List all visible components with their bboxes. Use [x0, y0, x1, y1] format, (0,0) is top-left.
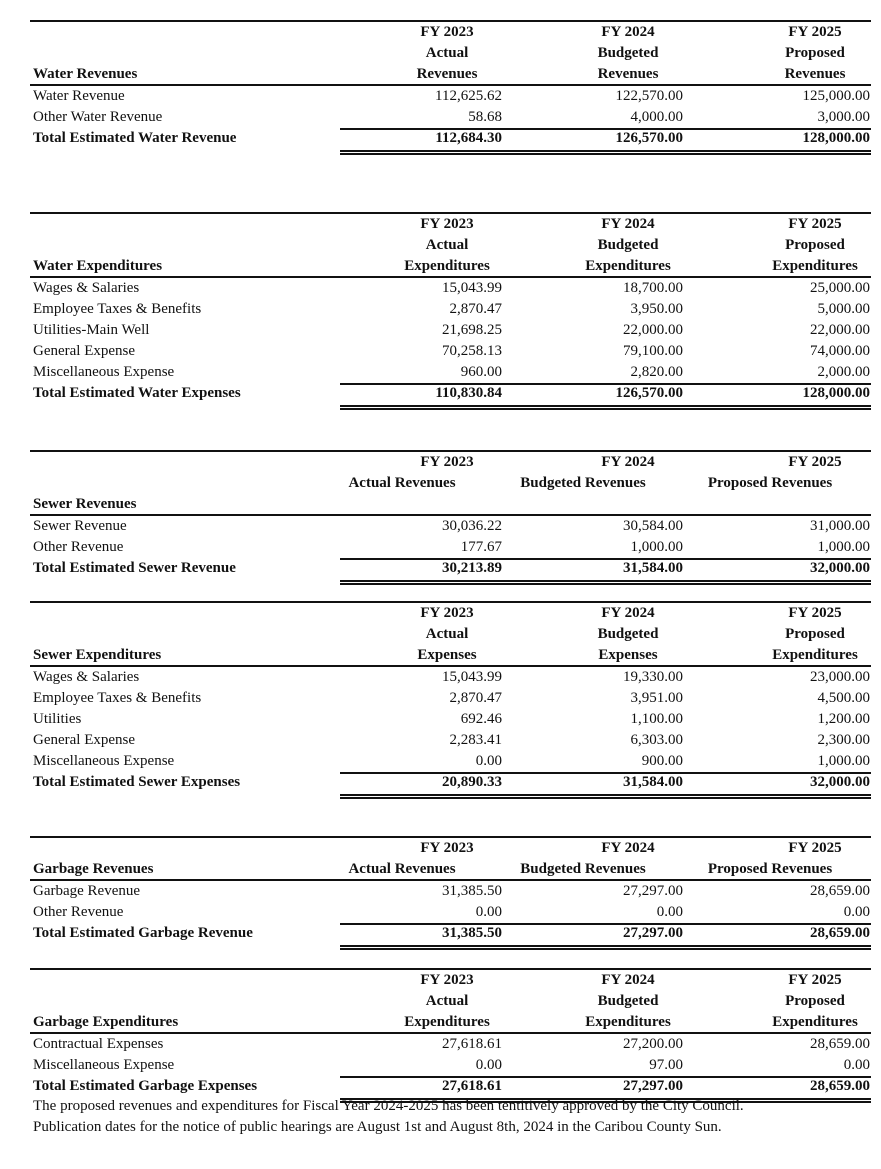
row-label: Garbage Revenue [33, 883, 141, 899]
table-row [30, 1034, 871, 1055]
header-line [30, 256, 871, 277]
table-row [30, 278, 871, 299]
row-value: 112,625.62 [435, 88, 502, 104]
column-header: Budgeted [597, 993, 659, 1009]
row-value: 3,000.00 [817, 109, 870, 125]
column-header: Expenditures [772, 1014, 858, 1030]
column-header: FY 2025 [788, 605, 842, 621]
header-line [30, 1012, 871, 1033]
row-label: Miscellaneous Expense [33, 1057, 175, 1073]
section-title: Water Expenditures [33, 258, 163, 274]
row-value: 21,698.25 [442, 322, 502, 338]
total-rule [340, 383, 871, 385]
column-header: Expenditures [404, 258, 490, 274]
column-header: Budgeted Revenues [520, 475, 646, 491]
table-row [30, 537, 871, 558]
total-row [30, 1076, 871, 1097]
column-header: Revenues [416, 66, 478, 82]
section-title: Water Revenues [33, 66, 138, 82]
total-label: Total Estimated Garbage Expenses [33, 1078, 258, 1094]
column-header: Revenues [597, 66, 659, 82]
row-value: 6,303.00 [630, 732, 683, 748]
row-label: Utilities [33, 711, 82, 727]
column-header: Expenditures [585, 1014, 671, 1030]
row-value: 2,283.41 [449, 732, 502, 748]
row-label: Miscellaneous Expense [33, 753, 175, 769]
row-value: 28,659.00 [810, 883, 870, 899]
total-value: 128,000.00 [802, 130, 870, 146]
row-value: 177.67 [460, 539, 502, 555]
sewer-expenditures-table [30, 601, 871, 799]
total-rule [340, 772, 871, 774]
total-label: Total Estimated Water Revenue [33, 130, 237, 146]
header-line [30, 624, 871, 645]
row-value: 1,200.00 [817, 711, 870, 727]
row-label: General Expense [33, 732, 136, 748]
row-label: Employee Taxes & Benefits [33, 301, 202, 317]
column-header: Actual [425, 45, 469, 61]
row-value: 28,659.00 [810, 1036, 870, 1052]
column-header: Proposed [785, 993, 845, 1009]
row-label: Wages & Salaries [33, 669, 140, 685]
total-rule [340, 558, 871, 560]
row-value: 70,258.13 [442, 343, 502, 359]
header-line [30, 645, 871, 666]
column-header: Budgeted [597, 237, 659, 253]
water-revenues-table [30, 20, 871, 155]
total-value: 31,385.50 [442, 925, 502, 941]
sewer-revenues-table [30, 450, 871, 585]
column-header: FY 2024 [601, 605, 655, 621]
row-value: 0.00 [475, 753, 502, 769]
header-line [30, 214, 871, 235]
column-header: Budgeted [597, 45, 659, 61]
row-value: 30,036.22 [442, 518, 502, 534]
section-title: Garbage Expenditures [33, 1014, 179, 1030]
total-row [30, 923, 871, 944]
water-expenditures-table [30, 212, 871, 410]
row-label: Employee Taxes & Benefits [33, 690, 202, 706]
column-header: FY 2023 [420, 840, 474, 856]
total-value: 28,659.00 [810, 1078, 870, 1094]
header-line [30, 838, 871, 859]
column-header: Actual [425, 237, 469, 253]
row-value: 18,700.00 [623, 280, 683, 296]
total-label: Total Estimated Sewer Expenses [33, 774, 241, 790]
row-value: 0.00 [475, 904, 502, 920]
table-row [30, 902, 871, 923]
header-line [30, 64, 871, 85]
header-line [30, 991, 871, 1012]
double-rule [340, 945, 871, 950]
column-header: Actual [425, 626, 469, 642]
section-title: Sewer Expenditures [33, 647, 162, 663]
header-line [30, 235, 871, 256]
column-header: FY 2024 [601, 454, 655, 470]
column-header: Actual [425, 993, 469, 1009]
column-header: Actual Revenues [348, 475, 456, 491]
total-value: 32,000.00 [810, 560, 870, 576]
row-value: 2,300.00 [817, 732, 870, 748]
table-row [30, 751, 871, 772]
column-header: Expenses [598, 647, 658, 663]
column-header: Revenues [784, 66, 846, 82]
column-header: FY 2025 [788, 24, 842, 40]
column-header: FY 2023 [420, 216, 474, 232]
header-line [30, 22, 871, 43]
row-value: 122,570.00 [615, 88, 683, 104]
total-value: 28,659.00 [810, 925, 870, 941]
total-label: Total Estimated Garbage Revenue [33, 925, 253, 941]
table-row [30, 881, 871, 902]
double-rule [340, 794, 871, 799]
row-value: 27,297.00 [623, 883, 683, 899]
table-row [30, 362, 871, 383]
header-line [30, 452, 871, 473]
header-line [30, 494, 871, 515]
total-value: 112,684.30 [435, 130, 502, 146]
double-rule [340, 150, 871, 155]
column-header: FY 2024 [601, 972, 655, 988]
table-row [30, 86, 871, 107]
row-value: 22,000.00 [810, 322, 870, 338]
column-header: Expenditures [772, 647, 858, 663]
row-value: 125,000.00 [802, 88, 870, 104]
row-value: 27,200.00 [623, 1036, 683, 1052]
row-value: 0.00 [475, 1057, 502, 1073]
column-header: Proposed Revenues [707, 861, 833, 877]
column-header: FY 2025 [788, 454, 842, 470]
header-line [30, 43, 871, 64]
column-header: FY 2025 [788, 840, 842, 856]
total-value: 32,000.00 [810, 774, 870, 790]
total-rule [340, 128, 871, 130]
garbage-revenues-table [30, 836, 871, 950]
total-value: 20,890.33 [442, 774, 502, 790]
row-label: Water Revenue [33, 88, 125, 104]
column-header: Expenses [417, 647, 477, 663]
double-rule [340, 580, 871, 585]
row-value: 1,000.00 [817, 753, 870, 769]
column-header: Proposed Revenues [707, 475, 833, 491]
row-label: Utilities-Main Well [33, 322, 150, 338]
table-row [30, 341, 871, 362]
row-value: 4,000.00 [630, 109, 683, 125]
row-label: Other Revenue [33, 539, 124, 555]
column-header: FY 2025 [788, 972, 842, 988]
row-value: 23,000.00 [810, 669, 870, 685]
row-value: 960.00 [460, 364, 502, 380]
table-row [30, 1055, 871, 1076]
row-value: 58.68 [468, 109, 502, 125]
header-line [30, 603, 871, 624]
total-value: 126,570.00 [615, 385, 683, 401]
total-value: 27,297.00 [623, 925, 683, 941]
row-value: 1,100.00 [630, 711, 683, 727]
total-value: 31,584.00 [623, 774, 683, 790]
total-value: 27,297.00 [623, 1078, 683, 1094]
row-label: Contractual Expenses [33, 1036, 164, 1052]
row-value: 30,584.00 [623, 518, 683, 534]
total-label: Total Estimated Water Expenses [33, 385, 241, 401]
row-value: 22,000.00 [623, 322, 683, 338]
row-value: 31,000.00 [810, 518, 870, 534]
double-rule [340, 405, 871, 410]
column-header: Budgeted [597, 626, 659, 642]
row-value: 5,000.00 [817, 301, 870, 317]
row-value: 79,100.00 [623, 343, 683, 359]
row-value: 27,618.61 [442, 1036, 502, 1052]
column-header: Expenditures [772, 258, 858, 274]
total-rule [340, 1076, 871, 1078]
row-label: Miscellaneous Expense [33, 364, 175, 380]
row-value: 1,000.00 [817, 539, 870, 555]
column-header: FY 2024 [601, 24, 655, 40]
row-label: Other Revenue [33, 904, 124, 920]
column-header: Budgeted Revenues [520, 861, 646, 877]
row-value: 0.00 [843, 904, 870, 920]
row-value: 2,000.00 [817, 364, 870, 380]
table-row [30, 320, 871, 341]
total-value: 27,618.61 [442, 1078, 502, 1094]
column-header: FY 2024 [601, 840, 655, 856]
row-value: 3,951.00 [630, 690, 683, 706]
column-header: Expenditures [404, 1014, 490, 1030]
footer-line: Publication dates for the notice of public hearings are August 1st and August 8th, 2024 in the Caribou County Sun. [33, 1119, 722, 1135]
header-line [30, 970, 871, 991]
garbage-expenditures-table [30, 968, 871, 1103]
footer-line: The proposed revenues and expenditures for Fiscal Year 2024-2025 has been tentitively approved by the City Council. [33, 1098, 744, 1114]
row-value: 0.00 [843, 1057, 870, 1073]
footer-note [33, 1096, 744, 1138]
row-value: 19,330.00 [623, 669, 683, 685]
table-row [30, 299, 871, 320]
column-header: FY 2023 [420, 24, 474, 40]
column-header: Proposed [785, 626, 845, 642]
total-rule [340, 923, 871, 925]
header-line [30, 473, 871, 494]
total-value: 128,000.00 [802, 385, 870, 401]
row-value: 4,500.00 [817, 690, 870, 706]
row-value: 2,820.00 [630, 364, 683, 380]
column-header: Expenditures [585, 258, 671, 274]
section-title: Garbage Revenues [33, 861, 154, 877]
total-row [30, 558, 871, 579]
row-value: 74,000.00 [810, 343, 870, 359]
row-value: 31,385.50 [442, 883, 502, 899]
total-value: 31,584.00 [623, 560, 683, 576]
table-row [30, 107, 871, 128]
column-header: FY 2024 [601, 216, 655, 232]
column-header: FY 2023 [420, 605, 474, 621]
row-value: 0.00 [656, 904, 683, 920]
column-header: Proposed [785, 45, 845, 61]
row-value: 692.46 [460, 711, 502, 727]
total-label: Total Estimated Sewer Revenue [33, 560, 236, 576]
row-value: 15,043.99 [442, 280, 502, 296]
column-header: Actual Revenues [348, 861, 456, 877]
total-value: 110,830.84 [435, 385, 502, 401]
row-value: 900.00 [641, 753, 683, 769]
table-row [30, 516, 871, 537]
row-label: Sewer Revenue [33, 518, 127, 534]
total-row [30, 128, 871, 149]
row-label: General Expense [33, 343, 136, 359]
row-value: 1,000.00 [630, 539, 683, 555]
total-value: 126,570.00 [615, 130, 683, 146]
row-label: Other Water Revenue [33, 109, 163, 125]
column-header: Proposed [785, 237, 845, 253]
total-value: 30,213.89 [442, 560, 502, 576]
table-row [30, 688, 871, 709]
total-row [30, 383, 871, 404]
column-header: FY 2023 [420, 972, 474, 988]
section-title: Sewer Revenues [33, 496, 137, 512]
row-value: 25,000.00 [810, 280, 870, 296]
table-row [30, 667, 871, 688]
row-label: Wages & Salaries [33, 280, 140, 296]
table-row [30, 730, 871, 751]
row-value: 3,950.00 [630, 301, 683, 317]
column-header: FY 2025 [788, 216, 842, 232]
row-value: 97.00 [649, 1057, 683, 1073]
header-line [30, 859, 871, 880]
total-row [30, 772, 871, 793]
column-header: FY 2023 [420, 454, 474, 470]
row-value: 2,870.47 [449, 690, 502, 706]
table-row [30, 709, 871, 730]
row-value: 15,043.99 [442, 669, 502, 685]
row-value: 2,870.47 [449, 301, 502, 317]
